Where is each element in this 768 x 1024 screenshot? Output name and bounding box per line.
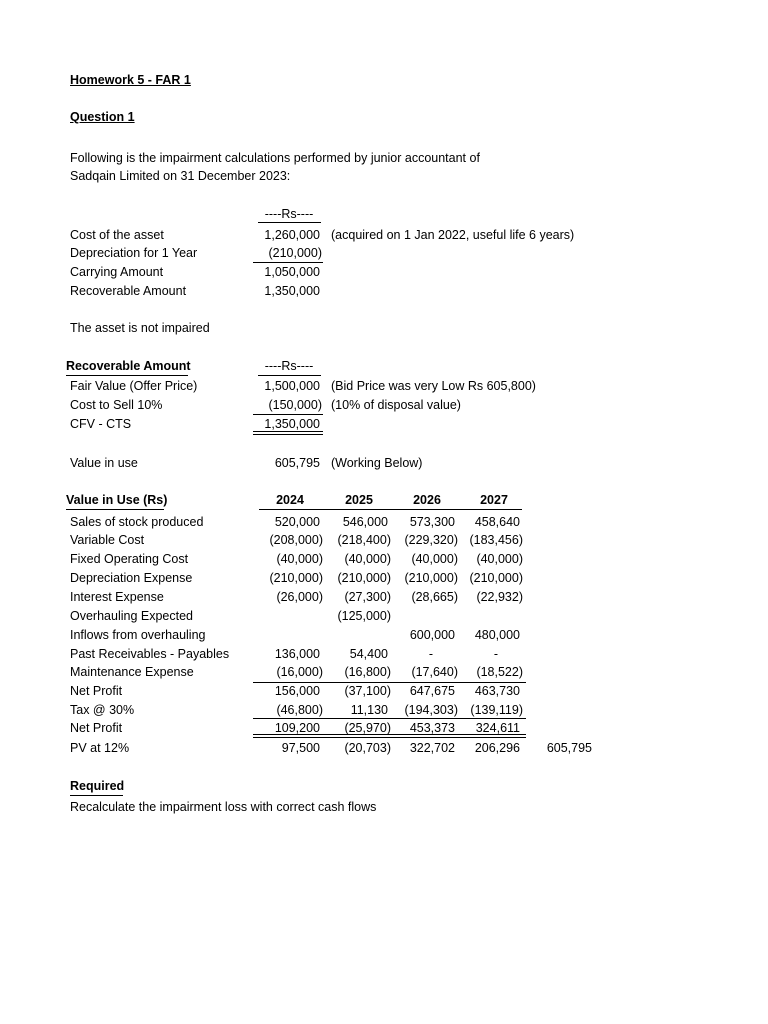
viu-cell: (28,665) <box>411 590 458 604</box>
viu-cell: - <box>493 647 498 661</box>
section1-note: (acquired on 1 Jan 2022, useful life 6 years) <box>331 228 575 242</box>
viu-cell: (183,456) <box>469 533 523 547</box>
recoverable-note: (10% of disposal value) <box>331 398 461 412</box>
viu-cell: (27,300) <box>344 590 391 604</box>
recoverable-value: (150,000) <box>268 398 322 412</box>
subtotal-line <box>253 682 526 683</box>
value-in-use-label: Value in use <box>70 456 138 470</box>
viu-cell: 156,000 <box>274 684 320 698</box>
value-in-use-value: 605,795 <box>274 456 320 470</box>
viu-cell: (25,970) <box>344 721 391 735</box>
viu-cell: (16,800) <box>344 665 391 679</box>
subtotal-line <box>253 718 526 719</box>
viu-cell: (20,703) <box>344 741 391 755</box>
section1-value: 1,260,000 <box>264 228 320 242</box>
viu-cell: 322,702 <box>409 741 455 755</box>
viu-cell: (194,303) <box>404 703 458 717</box>
section1-label: Cost of the asset <box>70 228 164 242</box>
viu-cell: (210,000) <box>404 571 458 585</box>
viu-cell: 54,400 <box>349 647 388 661</box>
viu-row-label: Past Receivables - Payables <box>70 647 230 661</box>
subtotal-line <box>253 414 323 415</box>
rs-header-underline <box>258 222 321 223</box>
viu-row-label: Variable Cost <box>70 533 145 547</box>
section1-value: (210,000) <box>268 246 322 260</box>
section1-value: 1,350,000 <box>264 284 320 298</box>
rs-header: ----Rs---- <box>264 207 314 221</box>
viu-cell: (218,400) <box>337 533 391 547</box>
viu-row-label: PV at 12% <box>70 741 130 755</box>
viu-row-label: Overhauling Expected <box>70 609 193 623</box>
viu-cell: (125,000) <box>337 609 391 623</box>
viu-row-label: Net Profit <box>70 721 123 735</box>
intro-line-1: Following is the impairment calculations performed by junior accountant of <box>70 151 480 165</box>
viu-cell: 206,296 <box>474 741 520 755</box>
viu-cell: (229,320) <box>404 533 458 547</box>
year-header: 2027 <box>480 493 508 507</box>
viu-cell: 458,640 <box>474 515 520 529</box>
viu-cell: (37,100) <box>344 684 391 698</box>
viu-cell: (18,522) <box>476 665 523 679</box>
viu-row-label: Sales of stock produced <box>70 515 204 529</box>
viu-cell: 109,200 <box>274 721 320 735</box>
total-double-line <box>253 431 323 435</box>
viu-cell: 647,675 <box>409 684 455 698</box>
viu-cell: 97,500 <box>281 741 320 755</box>
year-header: 2024 <box>276 493 304 507</box>
recoverable-label: CFV - CTS <box>70 417 132 431</box>
required-heading: Required <box>70 779 125 793</box>
section1-value: 1,050,000 <box>264 265 320 279</box>
viu-cell: (139,119) <box>470 703 523 717</box>
viu-cell: (46,800) <box>276 703 323 717</box>
viu-cell: (40,000) <box>344 552 391 566</box>
intro-line-2: Sadqain Limited on 31 December 2023: <box>70 169 291 183</box>
viu-cell: (40,000) <box>476 552 523 566</box>
year-header: 2026 <box>413 493 441 507</box>
viu-cell: (40,000) <box>411 552 458 566</box>
section1-label: Recoverable Amount <box>70 284 187 298</box>
viu-cell: 136,000 <box>274 647 320 661</box>
viu-cell: 600,000 <box>409 628 455 642</box>
recoverable-value: 1,350,000 <box>264 417 320 431</box>
viu-row-label: Maintenance Expense <box>70 665 194 679</box>
viu-cell: (208,000) <box>269 533 323 547</box>
viu-cell: (210,000) <box>469 571 523 585</box>
viu-cell: (210,000) <box>269 571 323 585</box>
section1-label: Depreciation for 1 Year <box>70 246 198 260</box>
viu-cell: 573,300 <box>409 515 455 529</box>
viu-cell: 324,611 <box>475 721 520 735</box>
viu-row-label: Tax @ 30% <box>70 703 135 717</box>
viu-cell: 520,000 <box>274 515 320 529</box>
viu-cell: 453,373 <box>409 721 455 735</box>
viu-cell: - <box>428 647 433 661</box>
rs-header: ----Rs---- <box>264 359 314 373</box>
page-title: Homework 5 - FAR 1 <box>70 73 191 87</box>
total-double-line <box>253 734 526 738</box>
year-header-underline <box>259 509 522 510</box>
viu-cell: 463,730 <box>474 684 520 698</box>
recoverable-label: Fair Value (Offer Price) <box>70 379 198 393</box>
recoverable-note: (Bid Price was very Low Rs 605,800) <box>331 379 536 393</box>
rs-header-underline <box>258 375 321 376</box>
recoverable-label: Cost to Sell 10% <box>70 398 163 412</box>
viu-row-label: Interest Expense <box>70 590 164 604</box>
recoverable-heading: Recoverable Amount <box>66 359 191 373</box>
viu-row-label: Inflows from overhauling <box>70 628 206 642</box>
viu-cell: 480,000 <box>474 628 520 642</box>
viu-cell: (210,000) <box>337 571 391 585</box>
required-text: Recalculate the impairment loss with correct cash flows <box>70 800 377 814</box>
subtotal-line <box>253 262 323 263</box>
viu-row-label: Net Profit <box>70 684 123 698</box>
year-header: 2025 <box>345 493 373 507</box>
viu-cell: 546,000 <box>342 515 388 529</box>
viu-cell: (17,640) <box>411 665 458 679</box>
viu-heading-underline <box>66 509 164 510</box>
conclusion-text: The asset is not impaired <box>70 321 210 335</box>
viu-row-label: Depreciation Expense <box>70 571 193 585</box>
viu-cell: (16,000) <box>276 665 323 679</box>
viu-cell: (26,000) <box>276 590 323 604</box>
question-heading: Question 1 <box>70 110 135 124</box>
viu-cell: (40,000) <box>276 552 323 566</box>
viu-heading: Value in Use (Rs) <box>66 493 168 507</box>
section1-label: Carrying Amount <box>70 265 164 279</box>
recoverable-heading-underline <box>66 375 188 376</box>
viu-row-label: Fixed Operating Cost <box>70 552 189 566</box>
recoverable-value: 1,500,000 <box>264 379 320 393</box>
required-underline <box>70 795 123 796</box>
viu-cell: (22,932) <box>476 590 523 604</box>
viu-cell: 11,130 <box>350 703 388 717</box>
pv-total: 605,795 <box>546 741 592 755</box>
value-in-use-note: (Working Below) <box>331 456 423 470</box>
